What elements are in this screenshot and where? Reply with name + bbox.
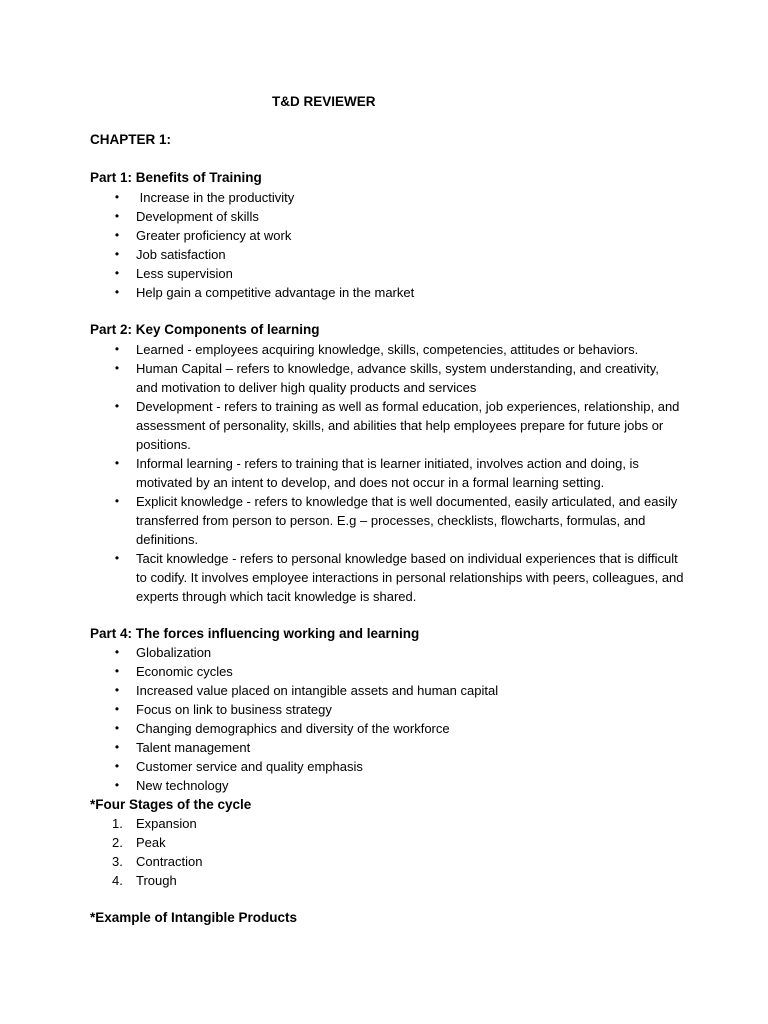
stages-heading: *Four Stages of the cycle <box>90 797 252 812</box>
list-item: • Economic cycles <box>136 662 684 681</box>
part4-heading: Part 4: The forces influencing working and learning <box>90 626 420 641</box>
list-item: • Changing demographics and diversity of the workforce <box>136 719 684 738</box>
list-item: • Greater proficiency at work <box>136 226 684 245</box>
bullet-icon: • <box>114 664 120 678</box>
bullet-icon: • <box>114 759 120 773</box>
list-item: • Job satisfaction <box>136 245 684 264</box>
list-item: • Learned - employees acquiring knowledge, skills, competencies, attitudes or behaviors. <box>136 340 684 359</box>
list-item: • Human Capital – refers to knowledge, advance skills, system understanding, and creativity, and motivation to deliver high quality products and services <box>136 359 684 397</box>
bullet-icon: • <box>114 494 120 508</box>
bullet-icon: • <box>114 285 120 299</box>
list-item: • Focus on link to business strategy <box>136 700 684 719</box>
bullet-icon: • <box>114 228 120 242</box>
list-item: • Increase in the productivity <box>136 188 684 207</box>
bullet-icon: • <box>114 740 120 754</box>
list-item: • Development of skills <box>136 207 684 226</box>
bullet-icon: • <box>114 361 120 375</box>
bullet-icon: • <box>114 778 120 792</box>
list-item: 1. Expansion <box>112 816 197 831</box>
chapter-heading: CHAPTER 1: <box>90 132 172 147</box>
list-item: • New technology <box>136 776 684 795</box>
bullet-icon: • <box>114 551 120 565</box>
list-item: • Talent management <box>136 738 684 757</box>
list-item: • Development - refers to training as well as formal education, job experiences, relationship, and assessment of personality, skills, and abilities that help employees prepare for future jobs or positions. <box>136 397 684 454</box>
list-item: 4. Trough <box>112 873 177 888</box>
bullet-icon: • <box>114 702 120 716</box>
bullet-icon: • <box>114 399 120 413</box>
list-item: • Informal learning - refers to training that is learner initiated, involves action and doing, is motivated by an intent to develop, and does not occur in a formal learning setting. <box>136 454 684 492</box>
bullet-icon: • <box>114 683 120 697</box>
part2-heading: Part 2: Key Components of learning <box>90 322 320 337</box>
bullet-icon: • <box>114 209 120 223</box>
list-item: • Customer service and quality emphasis <box>136 757 684 776</box>
bullet-icon: • <box>114 645 120 659</box>
part1-heading: Part 1: Benefits of Training <box>90 170 262 185</box>
list-item: • Globalization <box>136 643 684 662</box>
bullet-icon: • <box>114 342 120 356</box>
list-item: • Explicit knowledge - refers to knowledge that is well documented, easily articulated, and easily transferred from person to person. E.g – processes, checklists, flowcharts, formulas, and definitions. <box>136 492 684 549</box>
list-item: 3. Contraction <box>112 854 203 869</box>
bullet-icon: • <box>114 266 120 280</box>
list-item: 2. Peak <box>112 835 166 850</box>
bullet-icon: • <box>114 247 120 261</box>
list-item: • Tacit knowledge - refers to personal knowledge based on individual experiences that is difficult to codify. It involves employee interactions in personal relationships with peers, colleagues, and experts through which tacit knowledge is shared. <box>136 549 684 606</box>
list-number: 2. <box>112 835 123 850</box>
list-item: • Less supervision <box>136 264 684 283</box>
list-number: 3. <box>112 854 123 869</box>
list-item: • Increased value placed on intangible assets and human capital <box>136 681 684 700</box>
bullet-icon: • <box>114 190 120 204</box>
bullet-icon: • <box>114 456 120 470</box>
document-title: T&D REVIEWER <box>272 94 376 109</box>
list-number: 1. <box>112 816 123 831</box>
bullet-icon: • <box>114 721 120 735</box>
list-number: 4. <box>112 873 123 888</box>
list-item: • Help gain a competitive advantage in the market <box>136 283 684 302</box>
intangible-heading: *Example of Intangible Products <box>90 910 298 925</box>
